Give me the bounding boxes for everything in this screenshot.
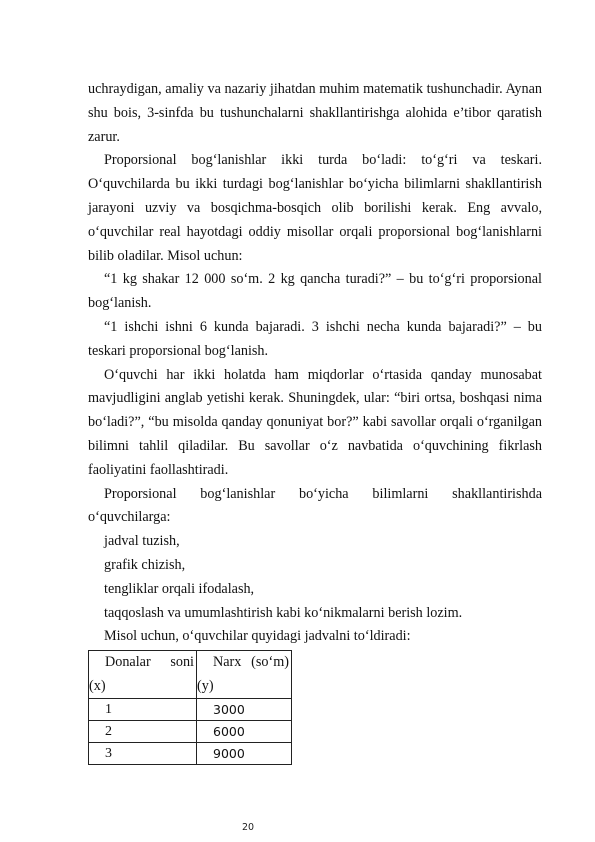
paragraph-6: Proporsional bog‘lanishlar bo‘yicha bilimlarni shakllantirishda o‘quvchilarga: [88,485,542,526]
paragraph-3: “1 kg shakar 12 000 so‘m. 2 kg qancha turadi?” – bu to‘g‘ri proporsional bog‘lanish. [88,271,542,312]
list-item: tengliklar orqali ifodalash, [104,580,255,597]
document-page [88,78,542,765]
table-row [89,721,292,743]
paragraph-4: “1 ishchi ishni 6 kunda bajaradi. 3 ishchi necha kunda bajaradi?” – bu teskari proporsional bog‘lanish. [88,318,542,359]
page-number: 20 [241,822,255,833]
table-header-cell: Donalar soni (x) [89,651,197,699]
table-cell: 1 [89,699,197,721]
table-row [89,743,292,765]
proportion-table [88,650,292,765]
table-cell: 3000 [197,699,292,721]
list-item: taqqoslash va umumlashtirish kabi ko‘nikmalarni berish lozim. [104,604,463,621]
list-item: grafik chizish, [104,556,186,573]
paragraph-1: uchraydigan, amaliy va nazariy jihatdan muhim matematik tushunchadir. Aynan shu bois, 3-sinfda bu tushunchalarni shakllantirishga alohida e’tibor qaratish zarur. [88,81,542,145]
skills-list [88,530,542,625]
paragraph-2: Proporsional bog‘lanishlar ikki turda bo‘ladi: to‘g‘ri va teskari. O‘quvchilarda bu ikki turdagi bog‘lanishlar bo‘yicha bilimlarni shakllantirish jarayoni uzviy va bosqichma-bosqich olib borilishi kerak. Eng avvalo, o‘quvchilar real hayotdagi oddiy misollar orqali proporsional bog‘lanishlarni bilib oladilar. Misol uchun: [88,152,542,264]
table-intro: Misol uchun, o‘quvchilar quyidagi jadvalni to‘ldiradi: [104,628,411,645]
table-cell: 3 [89,743,197,765]
table-header-row [89,651,292,699]
table-row [89,699,292,721]
table-cell: 6000 [197,721,292,743]
list-item: jadval tuzish, [104,533,180,550]
table-cell: 9000 [197,743,292,765]
table-header-cell: Narx (so‘m) (y) [197,651,292,699]
table-cell: 2 [89,721,197,743]
paragraph-5: O‘quvchi har ikki holatda ham miqdorlar o‘rtasida qanday munosabat mavjudligini anglab yetishi kerak. Shuningdek, ular: “biri ortsa, boshqasi nima bo‘ladi?”, “bu misolda qanday qonuniyat bor?” kabi savollar orqali o‘rganilgan bilimni tahlil qiladilar. Bu savollar o‘z navbatida o‘quvchining fikrlash faoliyatini faollashtiradi. [88,366,542,478]
